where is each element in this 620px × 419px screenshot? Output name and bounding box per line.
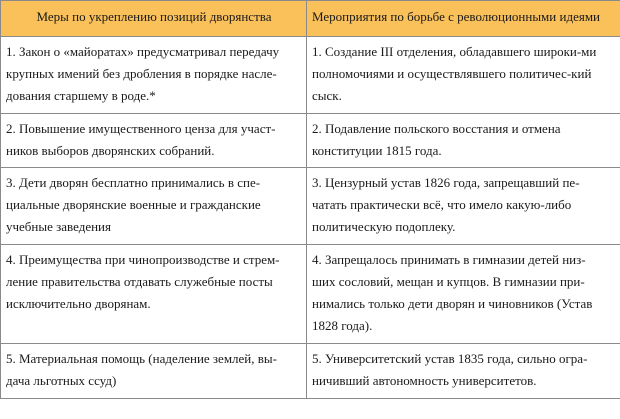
table-cell: 3. Цензурный устав 1826 года, запрещавший пе- чатать практически всё, что имело какую-либо политическую подоплеку. (307, 168, 620, 245)
header-cell-anti-revolution-measures: Мероприятия по борьбе с революционными идеями (307, 1, 620, 37)
table-cell: 1. Создание III отделения, обладавшего широки-ми полномочиями и осуществлявшего политичес-кий сыск. (307, 37, 620, 114)
table-cell: 2. Подавление польского восстания и отмена конституции 1815 года. (307, 114, 620, 168)
table-row (1, 114, 620, 168)
header-row (1, 1, 620, 37)
table-cell: 1. Закон о «майоратах» предусматривал передачу крупных имений без дробления в порядке наслe- дования старшему в роде.* (1, 37, 307, 114)
header-cell-nobility-measures: Меры по укреплению позиций дворянства (1, 1, 307, 37)
table-cell: 2. Повышение имущественного ценза для участ- ников выборов дворянских собраний. (1, 114, 307, 168)
table-cell: 4. Запрещалось принимать в гимназии детей низ- ших сословий, мещан и купцов. В гимназии при- нимались только дети дворян и чиновников (Устав 1828 года). (307, 245, 620, 344)
table-row (1, 37, 620, 114)
table-cell: 3. Дети дворян бесплатно принимались в спе- циальные дворянские военные и гражданские учебные заведения (1, 168, 307, 245)
table-row (1, 245, 620, 344)
table-row (1, 344, 620, 399)
table-row (1, 168, 620, 245)
table-cell: 4. Преимущества при чинопроизводстве и стрем- ление правительства отдавать служебные посты исключительно дворянам. (1, 245, 307, 344)
table-cell: 5. Материальная помощь (наделение землей, вы- дача льготных ссуд) (1, 344, 307, 399)
table-cell: 5. Университетский устав 1835 года, сильно огра- ничивший автономность университетов. (307, 344, 620, 399)
